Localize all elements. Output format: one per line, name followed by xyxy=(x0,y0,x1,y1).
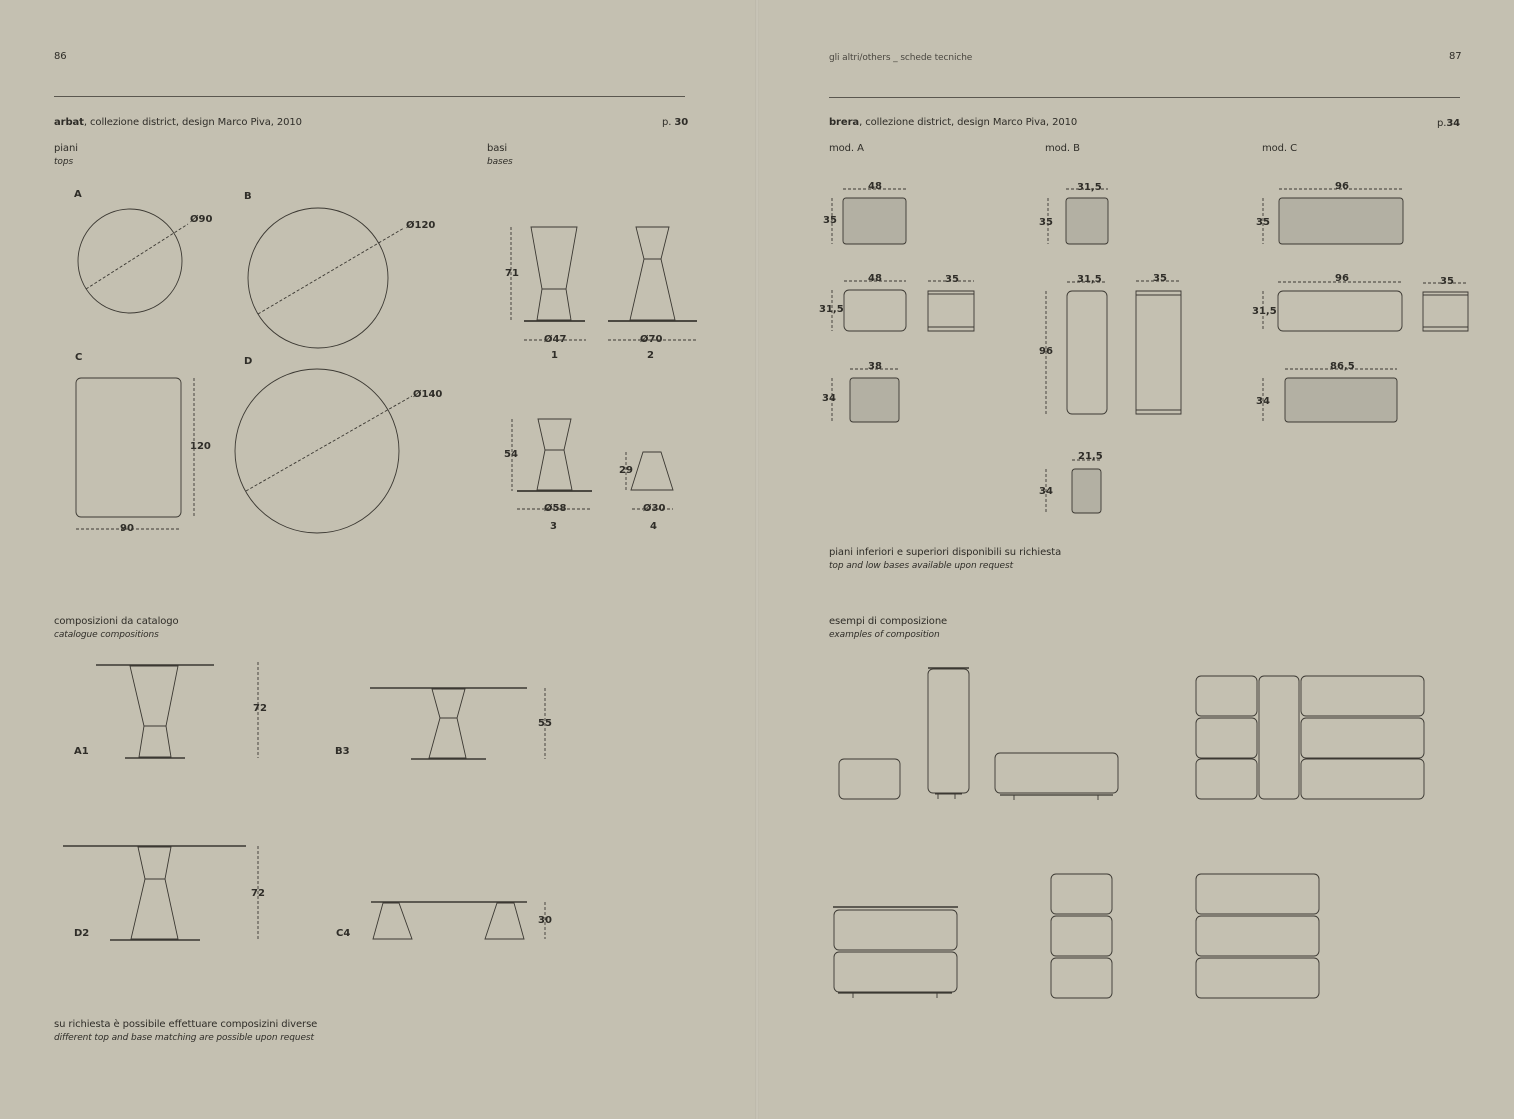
composition-code-a1: A1 xyxy=(74,746,89,757)
page-ref-number: 30 xyxy=(674,117,689,128)
compositions-label: composizioni da catalogo xyxy=(54,616,179,627)
top-c-drawing xyxy=(76,378,194,529)
base-1-number: 1 xyxy=(551,350,558,361)
mod-c-dim: 96 xyxy=(1335,181,1349,192)
mod-b-dim: 31,5 xyxy=(1077,274,1102,285)
base-2-diameter: Ø70 xyxy=(640,334,663,345)
composition-d2-drawing xyxy=(63,846,258,940)
base-3-diameter: Ø58 xyxy=(544,503,567,514)
composition-c4-drawing xyxy=(371,902,545,939)
mod-a-dim: 35 xyxy=(823,215,837,226)
mod-c-dim: 35 xyxy=(1256,217,1270,228)
mod-a-dim: 34 xyxy=(822,393,836,404)
product-credits: , collezione district, design Marco Piva, 2010 xyxy=(83,117,302,128)
mod-b-dim: 35 xyxy=(1153,273,1167,284)
top-a-diameter: Ø90 xyxy=(190,214,213,225)
mod-b-dim: 96 xyxy=(1039,346,1053,357)
mod-b-dim: 35 xyxy=(1039,217,1053,228)
base-4-number: 4 xyxy=(650,521,657,532)
mod-c-drawings xyxy=(1263,189,1468,422)
page-number-right: 87 xyxy=(1449,51,1462,62)
mod-c-dim: 96 xyxy=(1335,273,1349,284)
tops-label-en: tops xyxy=(54,157,74,167)
mod-a-dim: 38 xyxy=(868,361,882,372)
composition-a1-drawing xyxy=(96,662,258,758)
model-b-label: mod. B xyxy=(1045,143,1080,154)
base-3-drawing xyxy=(512,419,592,509)
example-composition-2 xyxy=(1196,676,1424,799)
base-3-number: 3 xyxy=(550,521,557,532)
availability-note-en: top and low bases available upon request xyxy=(829,561,1014,571)
top-letter-a: A xyxy=(74,189,82,200)
top-c-width: 90 xyxy=(120,523,134,534)
mod-a-dim: 48 xyxy=(868,181,882,192)
top-b-drawing xyxy=(248,208,404,348)
tops-label: piani xyxy=(54,143,78,154)
base-4-height: 29 xyxy=(619,465,633,476)
running-head: gli altri/others _ schede tecniche xyxy=(829,53,973,63)
example-composition-1 xyxy=(839,668,1118,800)
base-2-number: 2 xyxy=(647,350,654,361)
bases-label-en: bases xyxy=(487,157,513,167)
example-composition-5 xyxy=(1196,874,1319,998)
top-letter-c: C xyxy=(75,352,83,363)
top-b-diameter: Ø120 xyxy=(406,220,436,231)
compositions-label-en: catalogue compositions xyxy=(54,630,159,640)
model-c-label: mod. C xyxy=(1262,143,1297,154)
mod-c-dim: 35 xyxy=(1440,276,1454,287)
composition-code-d2: D2 xyxy=(74,928,90,939)
example-composition-3 xyxy=(833,907,958,998)
examples-label-en: examples of composition xyxy=(829,630,940,640)
top-c-height: 120 xyxy=(190,441,211,452)
base-3-height: 54 xyxy=(504,449,518,460)
mod-a-drawings xyxy=(832,189,974,422)
composition-a1-height: 72 xyxy=(253,703,267,714)
model-a-label: mod. A xyxy=(829,143,864,154)
page-ref-number: 34 xyxy=(1446,118,1461,129)
base-1-drawing xyxy=(511,227,586,340)
mod-a-dim: 31,5 xyxy=(819,304,844,315)
mod-c-dim: 86,5 xyxy=(1330,361,1355,372)
mod-b-drawings xyxy=(1046,189,1181,513)
page-number-left: 86 xyxy=(54,51,67,62)
example-composition-4 xyxy=(1051,874,1112,998)
product-name: arbat xyxy=(54,117,84,128)
top-d-diameter: Ø140 xyxy=(413,389,443,400)
composition-code-c4: C4 xyxy=(336,928,351,939)
product-credits: , collezione district, design Marco Piva, 2010 xyxy=(859,117,1078,128)
composition-b3-height: 55 xyxy=(538,718,552,729)
mod-a-dim: 35 xyxy=(945,274,959,285)
top-letter-d: D xyxy=(244,356,253,367)
base-4-diameter: Ø30 xyxy=(643,503,666,514)
composition-c4-height: 30 xyxy=(538,915,552,926)
composition-b3-drawing xyxy=(370,688,545,759)
composition-d2-height: 72 xyxy=(251,888,265,899)
base-1-diameter: Ø47 xyxy=(544,334,567,345)
page-ref-prefix: p. xyxy=(1437,118,1447,129)
product-name: brera xyxy=(829,117,860,128)
base-1-height: 71 xyxy=(505,268,519,279)
mod-c-dim: 34 xyxy=(1256,396,1270,407)
footnote-en: different top and base matching are possible upon request xyxy=(54,1033,314,1043)
mod-b-dim: 21,5 xyxy=(1078,451,1103,462)
footnote: su richiesta è possibile effettuare composizini diverse xyxy=(54,1019,318,1030)
mod-b-dim: 31,5 xyxy=(1077,182,1102,193)
base-4-drawing xyxy=(626,452,673,509)
page-ref-prefix: p. xyxy=(662,117,672,128)
availability-note: piani inferiori e superiori disponibili su richiesta xyxy=(829,547,1062,558)
mod-b-dim: 34 xyxy=(1039,486,1053,497)
examples-label: esempi di composizione xyxy=(829,616,948,627)
mod-a-dim: 48 xyxy=(868,273,882,284)
top-a-drawing xyxy=(78,209,188,313)
bases-label: basi xyxy=(487,143,508,154)
base-2-drawing xyxy=(608,227,697,340)
top-d-drawing xyxy=(235,369,412,533)
top-letter-b: B xyxy=(244,191,252,202)
mod-c-dim: 31,5 xyxy=(1252,306,1277,317)
composition-code-b3: B3 xyxy=(335,746,350,757)
